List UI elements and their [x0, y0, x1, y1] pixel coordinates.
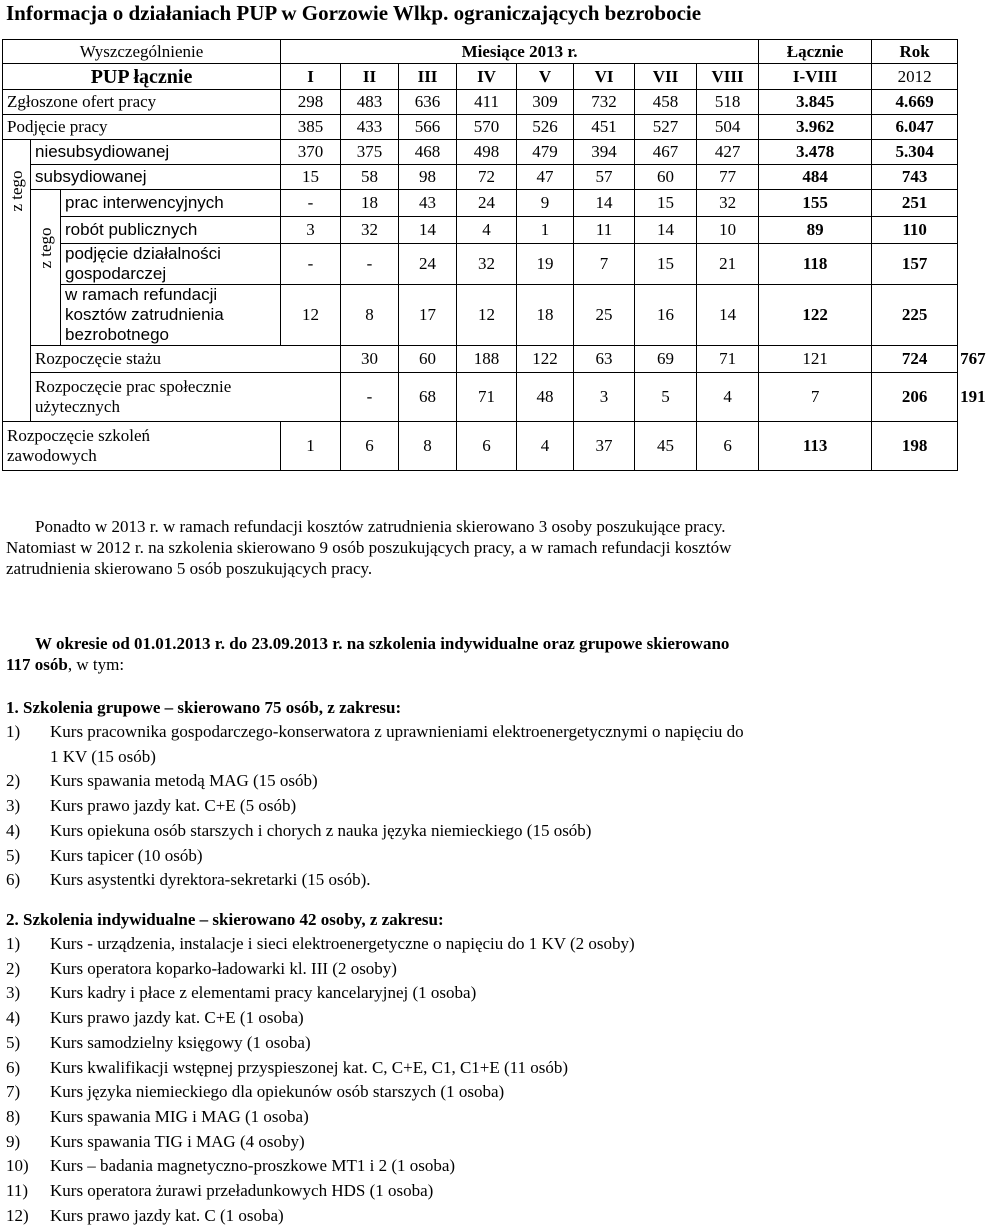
month-value: 732	[574, 90, 635, 115]
month-value: 636	[399, 90, 457, 115]
year-2012-value: 251	[872, 190, 958, 217]
list-item-text: Kurs spawania MIG i MAG (1 osoba)	[50, 1106, 309, 1126]
month-value: 458	[635, 90, 697, 115]
header-rok: Rok	[872, 40, 958, 64]
list-item	[6, 1007, 951, 1028]
row-label-line: bezrobotnego	[65, 325, 169, 344]
month-header: VI	[574, 64, 635, 90]
row-label-line: gospodarczej	[65, 264, 167, 283]
section-heading: 1. Szkolenia grupowe – skierowano 75 osób, z zakresu:	[6, 698, 402, 717]
total-value: 118	[759, 244, 872, 285]
total-value: 113	[759, 422, 872, 471]
month-value: 1	[517, 217, 574, 244]
list-item-number: 10)	[6, 1156, 29, 1176]
list-item-number: 4)	[6, 820, 21, 840]
month-value: -	[341, 373, 399, 422]
month-value: 6	[457, 422, 517, 471]
month-value: 451	[574, 115, 635, 140]
month-value: 18	[517, 285, 574, 346]
z-tego-inner-label: z tego	[35, 226, 55, 269]
month-value: 468	[399, 140, 457, 165]
list-item-number: 7)	[6, 1082, 21, 1102]
z-tego-outer-cell	[3, 140, 31, 422]
row-label-line: w ramach refundacji	[65, 285, 218, 304]
list-item	[6, 845, 951, 866]
month-value: 309	[517, 90, 574, 115]
month-value: 5	[635, 373, 697, 422]
month-header: VII	[635, 64, 697, 90]
month-value: 6	[341, 422, 399, 471]
note-line: Natomiast w 2012 r. na szkolenia skierowano 9 osób poszukujących pracy, a w ramach refundacji kosztów	[6, 538, 732, 557]
list-item	[6, 770, 951, 791]
month-value: 47	[517, 165, 574, 190]
month-value: 71	[457, 373, 517, 422]
month-value: 526	[517, 115, 574, 140]
month-value: -	[341, 244, 399, 285]
list-item	[6, 869, 951, 890]
list-item	[6, 746, 951, 767]
table-row	[3, 140, 958, 165]
summary-paragraph	[6, 633, 951, 675]
note-line: Ponadto w 2013 r. w ramach refundacji kosztów zatrudnienia skierowano 3 osoby poszukujące pracy.	[35, 517, 726, 536]
month-header: V	[517, 64, 574, 90]
row-label: Podjęcie pracy	[3, 115, 281, 140]
section-heading: 2. Szkolenia indywidualne – skierowano 42 osoby, z zakresu:	[6, 910, 444, 929]
table-row	[3, 217, 958, 244]
month-value: 72	[457, 165, 517, 190]
list-item-number: 12)	[6, 1205, 29, 1225]
list-item	[6, 982, 951, 1003]
month-value: 16	[635, 285, 697, 346]
year-2012-value: 743	[872, 165, 958, 190]
month-value: 298	[281, 90, 341, 115]
summary-tail: , w tym:	[67, 655, 125, 674]
month-value: 6	[697, 422, 759, 471]
month-value: 7	[574, 244, 635, 285]
month-value: 14	[399, 217, 457, 244]
list-item-text: Kurs języka niemieckiego dla opiekunów osób starszych (1 osoba)	[50, 1082, 505, 1102]
month-value: 3	[574, 373, 635, 422]
list-item-number: 2)	[6, 958, 21, 978]
list-item	[6, 1205, 951, 1226]
row-label: subsydiowanej	[31, 165, 281, 190]
total-value: 3.962	[759, 115, 872, 140]
table-row	[3, 190, 958, 217]
month-value: 15	[635, 190, 697, 217]
month-value: 10	[697, 217, 759, 244]
table-row	[3, 422, 958, 471]
list-item	[6, 1057, 951, 1078]
list-item	[6, 1155, 951, 1176]
month-header: II	[341, 64, 399, 90]
total-value: 155	[759, 190, 872, 217]
month-value: 12	[457, 285, 517, 346]
statistics-table	[2, 39, 986, 471]
list-item	[6, 721, 951, 742]
list-item	[6, 933, 951, 954]
month-value: 12	[281, 285, 341, 346]
month-value: 63	[574, 346, 635, 373]
month-value: 7	[759, 373, 872, 422]
row-label-line: kosztów zatrudnienia	[65, 305, 224, 324]
month-value: 4	[517, 422, 574, 471]
month-value: 518	[697, 90, 759, 115]
month-value: 15	[635, 244, 697, 285]
month-value: 14	[574, 190, 635, 217]
month-value: 433	[341, 115, 399, 140]
month-value: 566	[399, 115, 457, 140]
total-value: 122	[759, 285, 872, 346]
row-label-line: Rozpoczęcie szkoleń	[7, 426, 151, 445]
month-value: 527	[635, 115, 697, 140]
list-item-number: 6)	[6, 870, 21, 890]
list-item-number: 3)	[6, 796, 21, 816]
month-value: 8	[399, 422, 457, 471]
row-label: Zgłoszone ofert pracy	[3, 90, 281, 115]
row-label: robót publicznych	[61, 217, 281, 244]
row-label: Rozpoczęcie stażu	[31, 346, 341, 373]
list-item-number: 4)	[6, 1008, 21, 1028]
month-value: 45	[635, 422, 697, 471]
total-value: 3.478	[759, 140, 872, 165]
month-value: 483	[341, 90, 399, 115]
month-value: 370	[281, 140, 341, 165]
month-value: 30	[341, 346, 399, 373]
total-value: 724	[872, 346, 958, 373]
month-value: 8	[341, 285, 399, 346]
month-value: 18	[341, 190, 399, 217]
month-value: 375	[341, 140, 399, 165]
month-value: 57	[574, 165, 635, 190]
month-value: 24	[399, 244, 457, 285]
month-value: 69	[635, 346, 697, 373]
total-value: 89	[759, 217, 872, 244]
list-item-number: 1)	[6, 722, 21, 741]
month-value: 479	[517, 140, 574, 165]
row-label-line: podjęcie działalności	[65, 244, 221, 263]
month-header: VIII	[697, 64, 759, 90]
header-lacznie: Łącznie	[759, 40, 872, 64]
list-item	[6, 1131, 951, 1152]
list-item-number: 5)	[6, 1032, 21, 1052]
row-label	[31, 373, 341, 422]
list-item-number: 6)	[6, 1057, 21, 1077]
row-label-line: Rozpoczęcie prac społecznie	[35, 377, 232, 396]
list-item-number: 8)	[6, 1106, 21, 1126]
list-item	[6, 1032, 951, 1053]
note-line: zatrudnienia skierowano 5 osób poszukujących pracy.	[6, 559, 373, 578]
list-item	[6, 1106, 951, 1127]
list-item-text: Kurs operatora żurawi przeładunkowych HDS (1 osoba)	[50, 1181, 434, 1200]
month-value: 11	[574, 217, 635, 244]
list-item-number: 2)	[6, 771, 21, 791]
table-row	[3, 115, 958, 140]
summary-line-2	[6, 654, 951, 675]
list-item-text: Kurs pracownika gospodarczego-konserwatora z uprawnieniami elektroenergetycznymi o napięciu do	[50, 722, 744, 741]
month-value: 32	[341, 217, 399, 244]
month-value: 411	[457, 90, 517, 115]
month-value: 32	[697, 190, 759, 217]
month-value: 19	[517, 244, 574, 285]
list-item	[6, 820, 951, 841]
month-value: 32	[457, 244, 517, 285]
month-value: 37	[574, 422, 635, 471]
note-paragraph	[6, 516, 951, 579]
list-item-text: Kurs - urządzenia, instalacje i sieci elektroenergetyczne o napięciu do 1 KV (2 osoby)	[50, 934, 635, 953]
total-value: 484	[759, 165, 872, 190]
header-miesiace: Miesiące 2013 r.	[281, 40, 759, 64]
month-value: 48	[517, 373, 574, 422]
table-row	[3, 285, 958, 346]
list-item-number: 11)	[6, 1181, 29, 1200]
list-item-number: 9)	[6, 1131, 21, 1151]
header-pup-lacznie: PUP łącznie	[3, 64, 281, 90]
month-value: 25	[574, 285, 635, 346]
list-item	[6, 958, 951, 979]
table-row	[3, 165, 958, 190]
list-item-text: Kurs – badania magnetyczno-proszkowe MT1 i 2 (1 osoba)	[50, 1156, 456, 1176]
table-row	[3, 244, 958, 285]
list-item-text: 1 KV (15 osób)	[50, 746, 156, 766]
list-item-text: Kurs kwalifikacji wstępnej przyspieszonej kat. C, C+E, C1, C1+E (11 osób)	[50, 1057, 569, 1077]
month-value: 121	[759, 346, 872, 373]
list-item-text: Kurs prawo jazdy kat. C+E (1 osoba)	[50, 1008, 304, 1028]
month-value: 467	[635, 140, 697, 165]
month-header: III	[399, 64, 457, 90]
month-value: 58	[341, 165, 399, 190]
header-wyszczegolnienie: Wyszczególnienie	[3, 40, 281, 64]
month-value: 570	[457, 115, 517, 140]
year-2012-value: 110	[872, 217, 958, 244]
total-value: 3.845	[759, 90, 872, 115]
list-item	[6, 1180, 951, 1201]
row-label	[61, 285, 281, 346]
month-value: 504	[697, 115, 759, 140]
month-value: 21	[697, 244, 759, 285]
table-row	[3, 90, 958, 115]
month-value: -	[281, 244, 341, 285]
list-item-number: 3)	[6, 983, 21, 1003]
z-tego-outer-label: z tego	[6, 169, 26, 212]
header-rok-value: 2012	[872, 64, 958, 90]
list-item-text: Kurs kadry i płace z elementami pracy kancelaryjnej (1 osoba)	[50, 983, 477, 1003]
month-value: 60	[635, 165, 697, 190]
month-value: 60	[399, 346, 457, 373]
list-item-text: Kurs prawo jazdy kat. C+E (5 osób)	[50, 796, 297, 816]
month-value: -	[281, 190, 341, 217]
list-item-number: 5)	[6, 845, 21, 865]
month-value: 71	[697, 346, 759, 373]
total-value: 206	[872, 373, 958, 422]
month-value: 24	[457, 190, 517, 217]
month-value: 1	[281, 422, 341, 471]
year-2012-value: 4.669	[872, 90, 958, 115]
month-value: 427	[697, 140, 759, 165]
year-2012-value: 6.047	[872, 115, 958, 140]
list-item-number: 1)	[6, 934, 21, 953]
month-value: 98	[399, 165, 457, 190]
list-item-text: Kurs spawania TIG i MAG (4 osoby)	[50, 1131, 305, 1151]
list-item-text: Kurs samodzielny księgowy (1 osoba)	[50, 1032, 311, 1052]
month-header: IV	[457, 64, 517, 90]
month-value: 4	[697, 373, 759, 422]
table-row: Rozpoczęcie stażu 30 60 188 122 63 69 71 121 724 767	[3, 346, 958, 373]
list-item-text: Kurs prawo jazdy kat. C (1 osoba)	[50, 1205, 284, 1225]
list-item	[6, 1081, 951, 1102]
month-value: 498	[457, 140, 517, 165]
month-value: 14	[697, 285, 759, 346]
month-value: 17	[399, 285, 457, 346]
month-value: 122	[517, 346, 574, 373]
month-value: 394	[574, 140, 635, 165]
month-value: 68	[399, 373, 457, 422]
summary-line: W okresie od 01.01.2013 r. do 23.09.2013 r. na szkolenia indywidualne oraz grupowe skierowano	[35, 634, 730, 653]
month-value: 4	[457, 217, 517, 244]
month-value: 43	[399, 190, 457, 217]
table-row: Rozpoczęcie prac społecznie użytecznych - 68 71 48 3 5 4 7 206 191	[3, 373, 958, 422]
year-2012-value: 225	[872, 285, 958, 346]
summary-count: 117 osób	[6, 655, 68, 674]
list-item	[6, 795, 951, 816]
list-item-text: Kurs spawania metodą MAG (15 osób)	[50, 771, 318, 791]
row-label: niesubsydiowanej	[31, 140, 281, 165]
month-value: 385	[281, 115, 341, 140]
row-label: prac interwencyjnych	[61, 190, 281, 217]
month-value: 14	[635, 217, 697, 244]
month-value: 77	[697, 165, 759, 190]
month-value: 15	[281, 165, 341, 190]
month-value: 3	[281, 217, 341, 244]
list-item-text: Kurs tapicer (10 osób)	[50, 845, 203, 865]
z-tego-inner-cell	[31, 190, 61, 346]
month-header: I	[281, 64, 341, 90]
year-2012-value: 157	[872, 244, 958, 285]
list-item-text: Kurs operatora koparko-ładowarki kl. III (2 osoby)	[50, 958, 397, 978]
year-2012-value: 5.304	[872, 140, 958, 165]
year-2012-value: 198	[872, 422, 958, 471]
list-item-text: Kurs asystentki dyrektora-sekretarki (15 osób).	[50, 870, 371, 890]
row-label	[61, 244, 281, 285]
row-label-line: użytecznych	[35, 397, 120, 416]
row-label-line: zawodowych	[7, 446, 97, 465]
list-item-text: Kurs opiekuna osób starszych i chorych z nauka języka niemieckiego (15 osób)	[50, 820, 592, 840]
header-lacznie-range: I-VIII	[759, 64, 872, 90]
month-value: 9	[517, 190, 574, 217]
month-value: 188	[457, 346, 517, 373]
row-label	[3, 422, 281, 471]
page-title: Informacja o działaniach PUP w Gorzowie Wlkp. ograniczających bezrobocie	[6, 1, 702, 25]
